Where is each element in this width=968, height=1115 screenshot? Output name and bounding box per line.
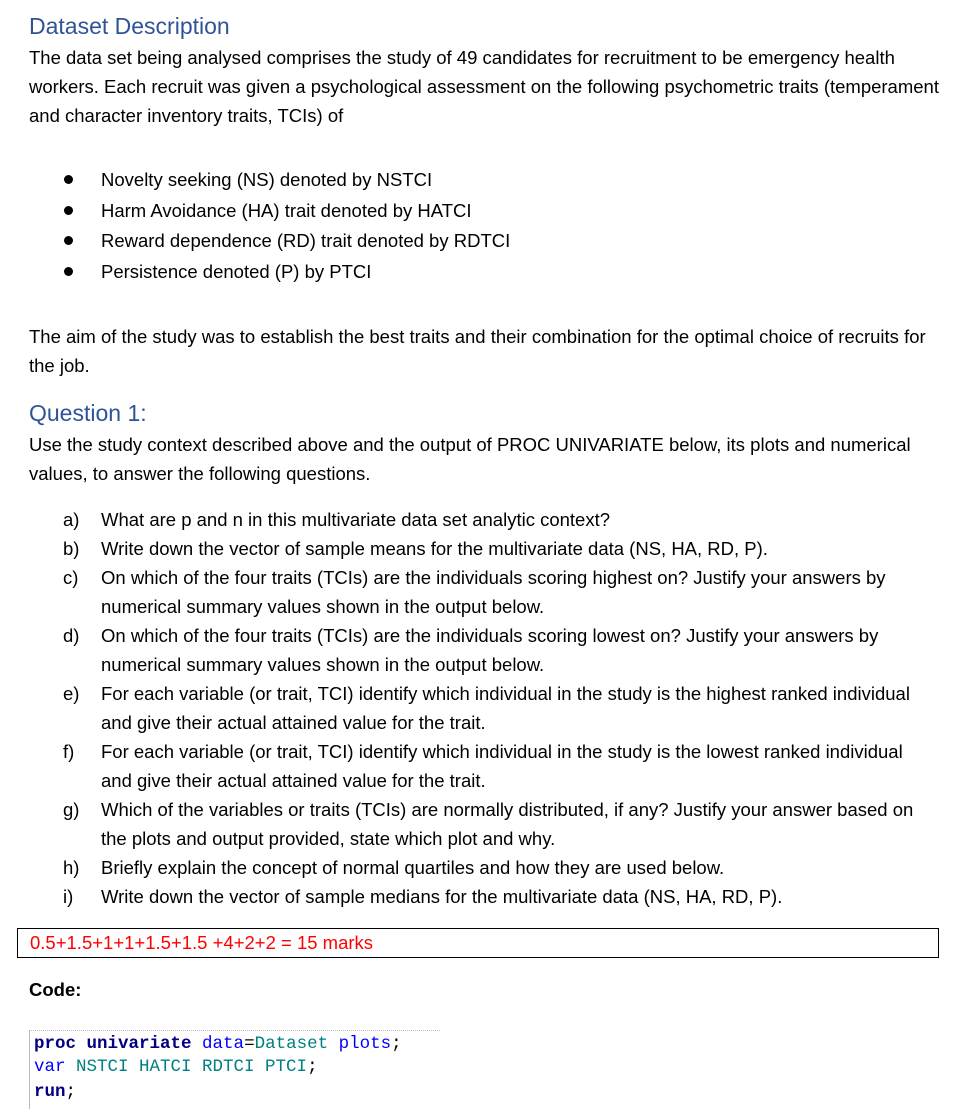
question-text: For each variable (or trait, TCI) identify which individual in the study is the highest ranked individual and give their actual attained value for the trait. bbox=[101, 683, 910, 733]
question-label: h) bbox=[63, 857, 80, 878]
code-keyword: run bbox=[34, 1082, 66, 1102]
list-item bbox=[0, 505, 968, 534]
code-keyword: var bbox=[34, 1057, 66, 1077]
list-item bbox=[0, 563, 968, 621]
list-item bbox=[0, 795, 968, 853]
code-terminator: ; bbox=[307, 1057, 318, 1077]
dataset-description-heading: Dataset Description bbox=[29, 13, 230, 39]
bullet-icon bbox=[64, 267, 73, 276]
bullet-icon bbox=[64, 236, 73, 245]
question-text: Write down the vector of sample medians for the multivariate data (NS, HA, RD, P). bbox=[101, 886, 783, 907]
bullet-icon bbox=[64, 206, 73, 215]
marks-box bbox=[17, 928, 939, 958]
code-keyword: data bbox=[202, 1034, 245, 1054]
list-item bbox=[0, 534, 968, 563]
code-line-2 bbox=[34, 1056, 318, 1078]
code-terminator: ; bbox=[391, 1034, 402, 1054]
question-list bbox=[0, 505, 968, 911]
question-text: Which of the variables or traits (TCIs) are normally distributed, if any? Justify your answer based on the plots and output provided, state which plot and why. bbox=[101, 799, 914, 849]
code-line-1 bbox=[34, 1033, 402, 1055]
marks-text: 0.5+1.5+1+1+1.5+1.5 +4+2+2 = 15 marks bbox=[30, 932, 374, 953]
question-label: a) bbox=[63, 509, 80, 530]
question-label: f) bbox=[63, 741, 75, 762]
question-label: d) bbox=[63, 625, 80, 646]
question-label: i) bbox=[63, 886, 74, 907]
trait-text: Harm Avoidance (HA) trait denoted by HATCI bbox=[101, 199, 472, 221]
code-operator: = bbox=[244, 1034, 255, 1054]
question-intro-paragraph: Use the study context described above and the output of PROC UNIVARIATE below, its plots and numerical values, to answer the following questions. bbox=[29, 434, 911, 484]
question-label: g) bbox=[63, 799, 80, 820]
question-text: Briefly explain the concept of normal quartiles and how they are used below. bbox=[101, 857, 725, 878]
trait-text: Novelty seeking (NS) denoted by NSTCI bbox=[101, 169, 433, 190]
question-label: e) bbox=[63, 683, 80, 704]
list-item bbox=[0, 882, 968, 911]
dataset-intro-paragraph: The data set being analysed comprises the study of 49 candidates for recruitment to be emergency health workers. Each recruit was given a psychological assessment on the following psychometric traits (temperament and character inventory traits, TCIs) of bbox=[29, 47, 939, 126]
list-item bbox=[0, 621, 968, 679]
list-item bbox=[0, 679, 968, 737]
list-item bbox=[0, 737, 968, 795]
code-keyword: plots bbox=[338, 1034, 392, 1054]
code-line-3 bbox=[34, 1081, 76, 1103]
question-text: What are p and n in this multivariate data set analytic context? bbox=[101, 509, 611, 530]
code-label: Code: bbox=[29, 979, 82, 1000]
trait-text: Persistence denoted (P) by PTCI bbox=[101, 260, 372, 282]
question-label: c) bbox=[63, 567, 79, 588]
study-aim-paragraph: The aim of the study was to establish the best traits and their combination for the optimal choice of recruits for the job. bbox=[29, 326, 926, 376]
question-1-heading: Question 1: bbox=[29, 400, 147, 426]
code-identifier: Dataset bbox=[254, 1034, 329, 1054]
question-text: On which of the four traits (TCIs) are the individuals scoring lowest on? Justify your answers by numerical summary values shown in the output below. bbox=[101, 625, 879, 675]
question-text: Write down the vector of sample means for the multivariate data (NS, HA, RD, P). bbox=[101, 538, 768, 559]
code-block bbox=[29, 1030, 440, 1109]
code-keyword: proc univariate bbox=[34, 1034, 192, 1054]
question-label: b) bbox=[63, 538, 80, 559]
bullet-icon bbox=[64, 175, 73, 184]
question-text: For each variable (or trait, TCI) identify which individual in the study is the lowest ranked individual and give their actual attained value for the trait. bbox=[101, 741, 903, 791]
code-terminator: ; bbox=[65, 1082, 77, 1102]
trait-text: Reward dependence (RD) trait denoted by RDTCI bbox=[101, 230, 511, 251]
list-item bbox=[0, 853, 968, 882]
code-identifier: NSTCI HATCI RDTCI PTCI bbox=[65, 1057, 308, 1077]
question-text: On which of the four traits (TCIs) are the individuals scoring highest on? Justify your answers by numerical summary values shown in the output below. bbox=[101, 567, 886, 617]
